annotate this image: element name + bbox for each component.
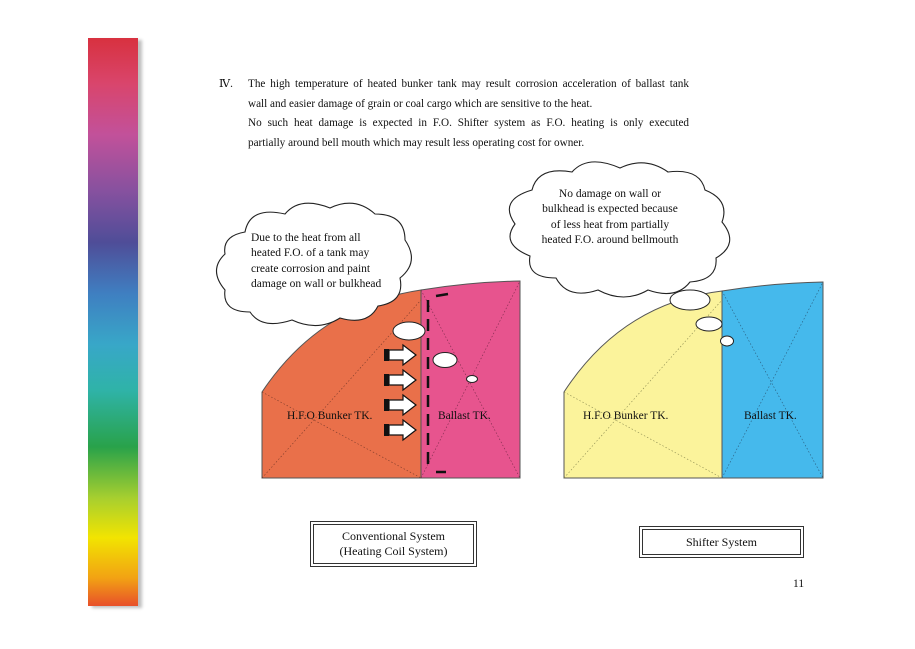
conventional-cloud-text: Due to the heat from all heated F.O. of a tank may create corrosion and paint damage on wall or bulkhead [251, 232, 382, 290]
shifter-cloud-text: No damage on wall or bulkhead is expected because of less heat from partially heated F.O. around bellmouth [541, 188, 679, 246]
paragraph-line-2: wall and easier damage of grain or coal cargo which are sensitive to the heat. [248, 97, 593, 110]
shifter-hfo-label: H.F.O Bunker TK. [583, 410, 669, 422]
conventional-caption-line-2: (Heating Coil System) [339, 544, 448, 558]
conventional-system-caption [313, 524, 474, 564]
section-number: Ⅳ. [219, 78, 233, 90]
shifter-caption-text: Shifter System [686, 534, 757, 549]
page-number: 11 [793, 578, 805, 590]
paragraph-line-1: The high temperature of heated bunker tank may result corrosion acceleration of ballast tank [248, 78, 689, 90]
conventional-hfo-label: H.F.O Bunker TK. [287, 410, 373, 422]
paragraph-line-4: partially around bell mouth which may result less operating cost for owner. [248, 136, 585, 149]
shifter-hfo-tank [564, 291, 722, 478]
conventional-caption-line-1: Conventional System [342, 529, 445, 543]
paragraph-line-3: No such heat damage is expected in F.O. Shifter system as F.O. heating is only executed [248, 117, 689, 129]
shifter-system-caption [642, 529, 801, 555]
shifter-ballast-tank [722, 282, 823, 478]
shifter-ballast-label: Ballast TK. [744, 410, 797, 422]
conventional-ballast-label: Ballast TK. [438, 410, 491, 422]
